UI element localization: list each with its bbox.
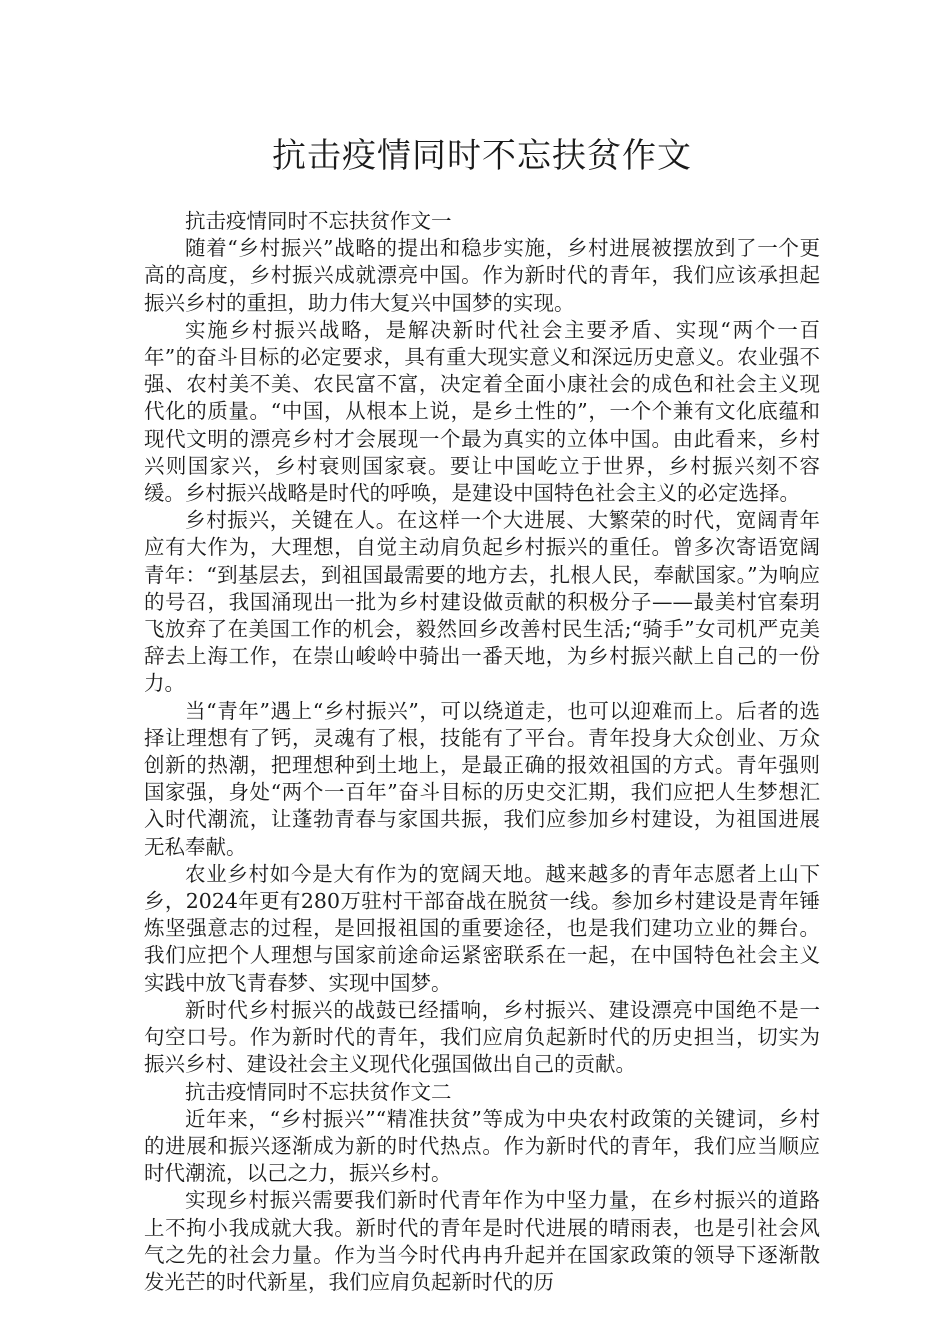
document-title: 抗击疫情同时不忘扶贫作文 [272, 136, 692, 176]
document-body [144, 118, 820, 1296]
paragraph: 近年来，“乡村振兴”“精准扶贫”等成为中央农村政策的关键词，乡村的进展和振兴逐渐成为新的时代热点。作为新时代的青年，我们应当顺应时代潮流，以己之力，振兴乡村。 [144, 1106, 820, 1186]
paragraph: 农业乡村如今是大有作为的宽阔天地。越来越多的青年志愿者上山下乡，2024年更有280万驻村干部奋战在脱贫一线。参加乡村建设是青年锤炼坚强意志的过程，是回报祖国的重要途径，也是我们建功立业的舞台。我们应把个人理想与国家前途命运紧密联系在一起，在中国特色社会主义实践中放飞青春梦、实现中国梦。 [144, 861, 820, 995]
paragraph: 乡村振兴，关键在人。在这样一个大进展、大繁荣的时代，宽阔青年应有大作为，大理想，自觉主动肩负起乡村振兴的重任。曾多次寄语宽阔青年：“到基层去，到祖国最需要的地方去，扎根人民，奉献国家。”为响应的号召，我国涌现出一批为乡村建设做贡献的积极分子——最美村官秦玥飞放弃了在美国工作的机会，毅然回乡改善村民生活;“骑手”女司机严克美辞去上海工作，在崇山峻岭中骑出一番天地，为乡村振兴献上自己的一份力。 [144, 508, 820, 696]
paragraph: 实施乡村振兴战略，是解决新时代社会主要矛盾、实现“两个一百年”的奋斗目标的必定要求，具有重大现实意义和深远历史意义。农业强不强、农村美不美、农民富不富，决定着全面小康社会的成色和社会主义现代化的质量。“中国，从根本上说，是乡土性的”，一个个兼有文化底蕴和现代文明的漂亮乡村才会展现一个最为真实的立体中国。由此看来，乡村兴则国家兴，乡村衰则国家衰。要让中国屹立于世界，乡村振兴刻不容缓。乡村振兴战略是时代的呼唤，是建设中国特色社会主义的必定选择。 [144, 317, 820, 506]
paragraph: 当“青年”遇上“乡村振兴”，可以绕道走，也可以迎难而上。后者的选择让理想有了钙，灵魂有了根，技能有了平台。青年投身大众创业、万众创新的热潮，把理想种到土地上，是最正确的报效祖国的方式。青年强则国家强，身处“两个一百年”奋斗目标的历史交汇期，我们应把人生梦想汇入时代潮流，让蓬勃青春与家国共振，我们应参加乡村建设，为祖国进展无私奉献。 [144, 698, 820, 859]
paragraph: 新时代乡村振兴的战鼓已经擂响，乡村振兴、建设漂亮中国绝不是一句空口号。作为新时代的青年，我们应肩负起新时代的历史担当，切实为振兴乡村、建设社会主义现代化强国做出自己的贡献。 [144, 997, 820, 1077]
paragraph: 随着“乡村振兴”战略的提出和稳步实施，乡村进展被摆放到了一个更高的高度，乡村振兴成就漂亮中国。作为新时代的青年，我们应该承担起振兴乡村的重担，助力伟大复兴中国梦的实现。 [144, 236, 820, 315]
section-heading-1: 抗击疫情同时不忘扶贫作文一 [185, 209, 452, 233]
section-heading-2: 抗击疫情同时不忘扶贫作文二 [185, 1079, 452, 1104]
paragraph: 实现乡村振兴需要我们新时代青年作为中坚力量，在乡村振兴的道路上不拘小我成就大我。新时代的青年是时代进展的晴雨表，也是引社会风气之先的社会力量。作为当今时代冉冉升起并在国家政策的领导下逐渐散发光芒的时代新星，我们应肩负起新时代的历 [144, 1188, 820, 1294]
